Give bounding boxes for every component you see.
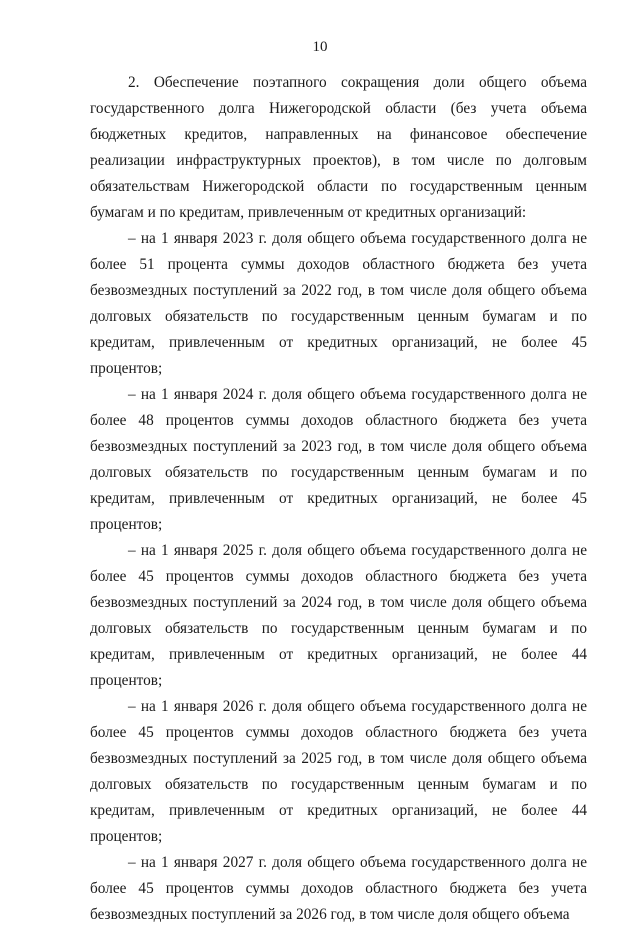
paragraph-item-2025: – на 1 января 2025 г. доля общего объема государственного долга не более 45 процентов суммы доходов областного бюджета без учета безвозмездных поступлений за 2024 год, в том числе доля общего объема долговых обязательств по государственным ценным бумагам и по кредитам, привлеченным от кредитных организаций, не более 44 процентов;: [90, 542, 587, 689]
paragraph-item-2027: – на 1 января 2027 г. доля общего объема государственного долга не более 45 процентов суммы доходов областного бюджета без учета безвозмездных поступлений за 2026 год, в том числе доля общего объема: [90, 854, 587, 923]
page-number: 10: [312, 39, 328, 55]
paragraph-item-2026: – на 1 января 2026 г. доля общего объема государственного долга не более 45 процентов суммы доходов областного бюджета без учета безвозмездных поступлений за 2025 год, в том числе доля общего объема долговых обязательств по государственным ценным бумагам и по кредитам, привлеченным от кредитных организаций, не более 44 процентов;: [90, 698, 587, 845]
paragraph-item-2024: – на 1 января 2024 г. доля общего объема государственного долга не более 48 процентов суммы доходов областного бюджета без учета безвозмездных поступлений за 2023 год, в том числе доля общего объема долговых обязательств по государственным ценным бумагам и по кредитам, привлеченным от кредитных организаций, не более 45 процентов;: [90, 386, 587, 533]
paragraph-intro: 2. Обеспечение поэтапного сокращения доли общего объема государственного долга Нижегородской области (без учета объема бюджетных кредитов, направленных на финансовое обеспечение реализации инфраструктурных проектов), в том числе по долговым обязательствам Нижегородской области по государственным ценным бумагам и по кредитам, привлеченным от кредитных организаций:: [90, 74, 587, 221]
document-body: [90, 70, 587, 928]
paragraph-item-2023: – на 1 января 2023 г. доля общего объема государственного долга не более 51 процента суммы доходов областного бюджета без учета безвозмездных поступлений за 2022 год, в том числе доля общего объема долговых обязательств по государственным ценным бумагам и по кредитам, привлеченным от кредитных организаций, не более 45 процентов;: [90, 230, 587, 377]
